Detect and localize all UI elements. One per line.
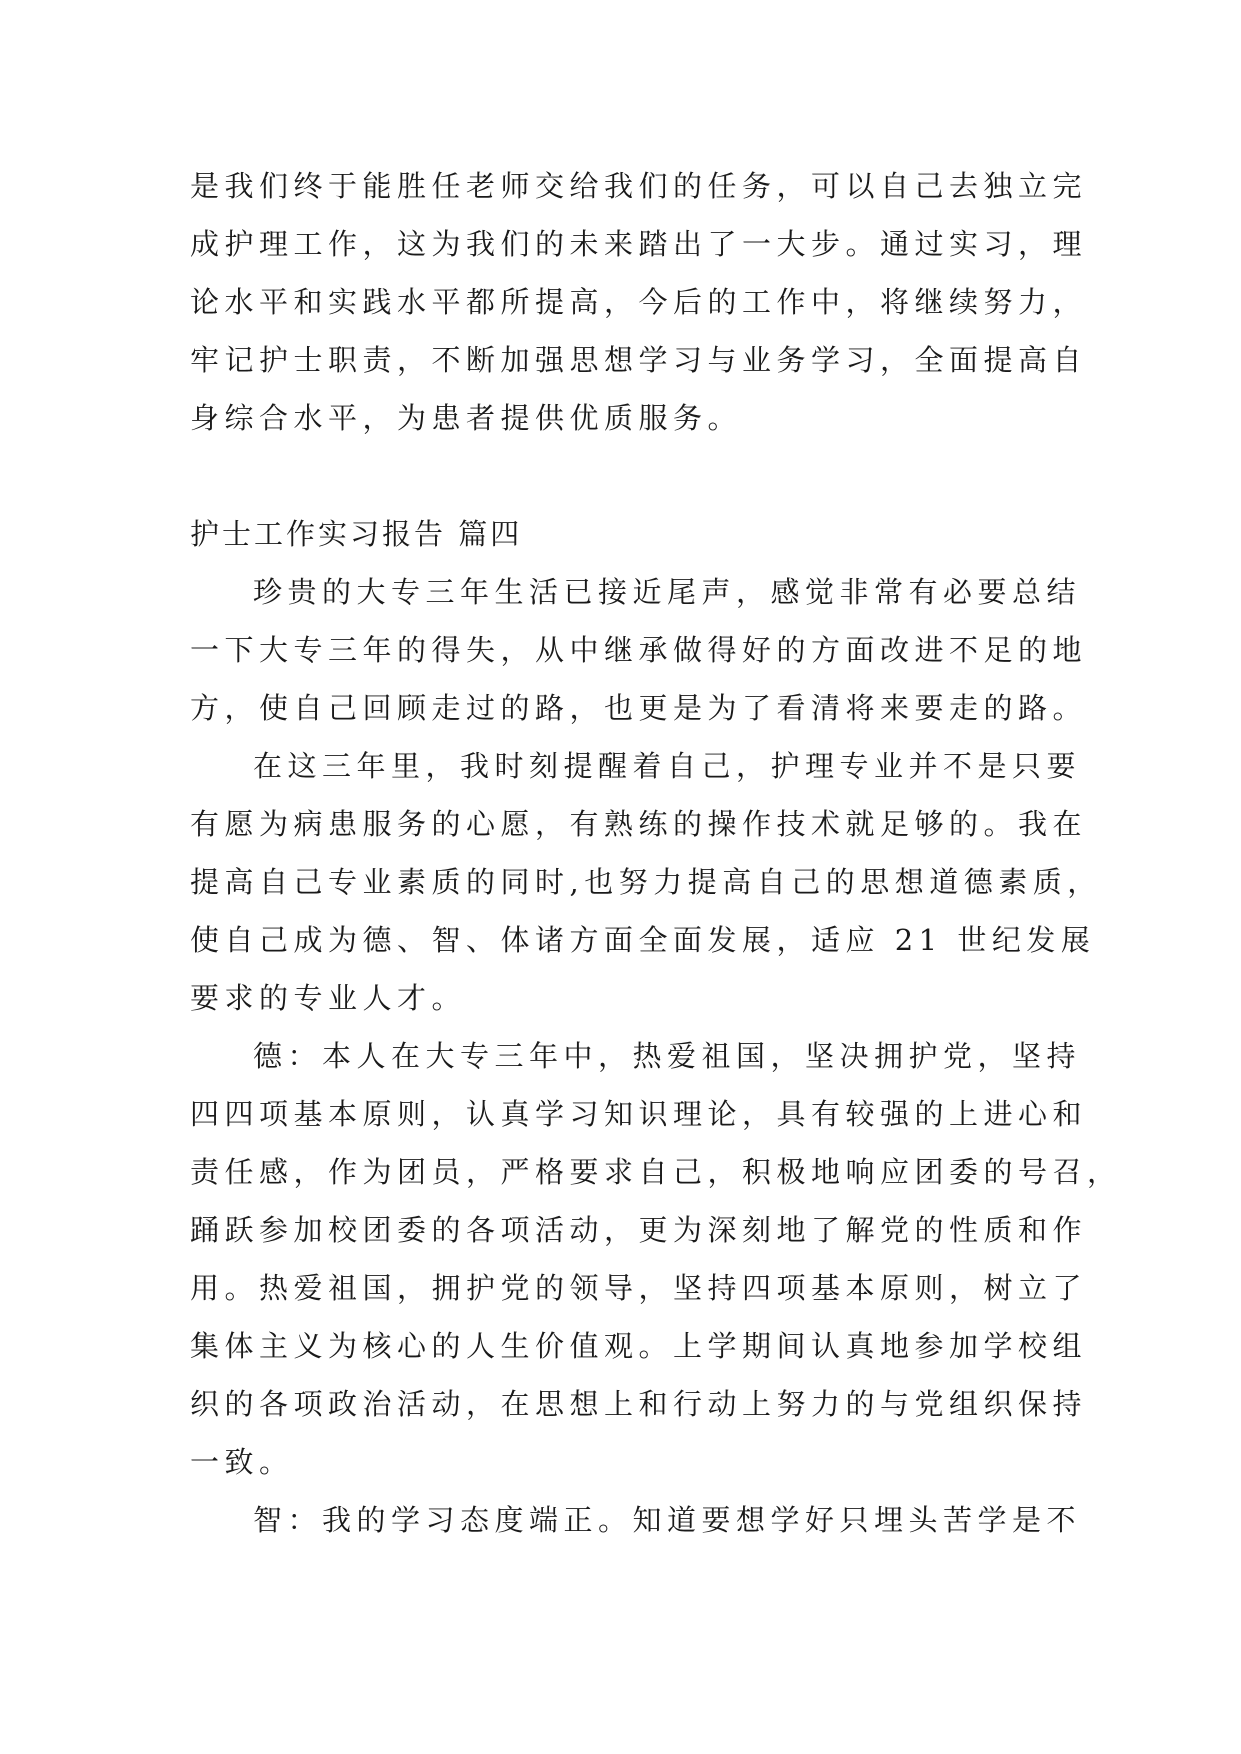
paragraph-line: 使自己成为德、智、体诸方面全面发展，适应 21 世纪发展 [190, 923, 1096, 957]
paragraph-line: 用。热爱祖国，拥护党的领导，坚持四项基本原则，树立了 [190, 1271, 1088, 1305]
paragraph-line: 有愿为病患服务的心愿，有熟练的操作技术就足够的。我在 [190, 807, 1088, 841]
text-line: 牢记护士职责，不断加强思想学习与业务学习，全面提高自 [190, 343, 1088, 377]
paragraph-line: 提高自己专业素质的同时,也努力提高自己的思想道德素质， [190, 865, 1102, 899]
paragraph-line: 要求的专业人才。 [190, 981, 467, 1015]
paragraph-line: 集体主义为核心的人生价值观。上学期间认真地参加学校组 [190, 1329, 1088, 1363]
paragraph-line: 在这三年里，我时刻提醒着自己，护理专业并不是只要 [253, 749, 1082, 783]
paragraph-line: 智：我的学习态度端正。知道要想学好只埋头苦学是不 [253, 1503, 1082, 1537]
paragraph-line: 德：本人在大专三年中，热爱祖国，坚决拥护党，坚持 [253, 1039, 1082, 1073]
paragraph-line: 踊跃参加校团委的各项活动，更为深刻地了解党的性质和作 [190, 1213, 1088, 1247]
paragraph-line: 四四项基本原则，认真学习知识理论，具有较强的上进心和 [190, 1097, 1088, 1131]
section-title: 护士工作实习报告 篇四 [190, 517, 523, 551]
text-line: 成护理工作，这为我们的未来踏出了一大步。通过实习，理 [190, 227, 1088, 261]
text-line: 身综合水平，为患者提供优质服务。 [190, 401, 743, 435]
paragraph-line: 珍贵的大专三年生活已接近尾声，感觉非常有必要总结 [253, 575, 1082, 609]
text-line: 论水平和实践水平都所提高，今后的工作中，将继续努力， [190, 285, 1088, 319]
paragraph-line: 一致。 [190, 1445, 294, 1479]
text-line: 是我们终于能胜任老师交给我们的任务，可以自己去独立完 [190, 169, 1088, 203]
paragraph-line: 方，使自己回顾走过的路，也更是为了看清将来要走的路。 [190, 691, 1088, 725]
paragraph-line: 一下大专三年的得失，从中继承做得好的方面改进不足的地 [190, 633, 1088, 667]
paragraph-line: 织的各项政治活动，在思想上和行动上努力的与党组织保持 [190, 1387, 1088, 1421]
paragraph-line: 责任感，作为团员，严格要求自己，积极地响应团委的号召， [190, 1155, 1122, 1189]
